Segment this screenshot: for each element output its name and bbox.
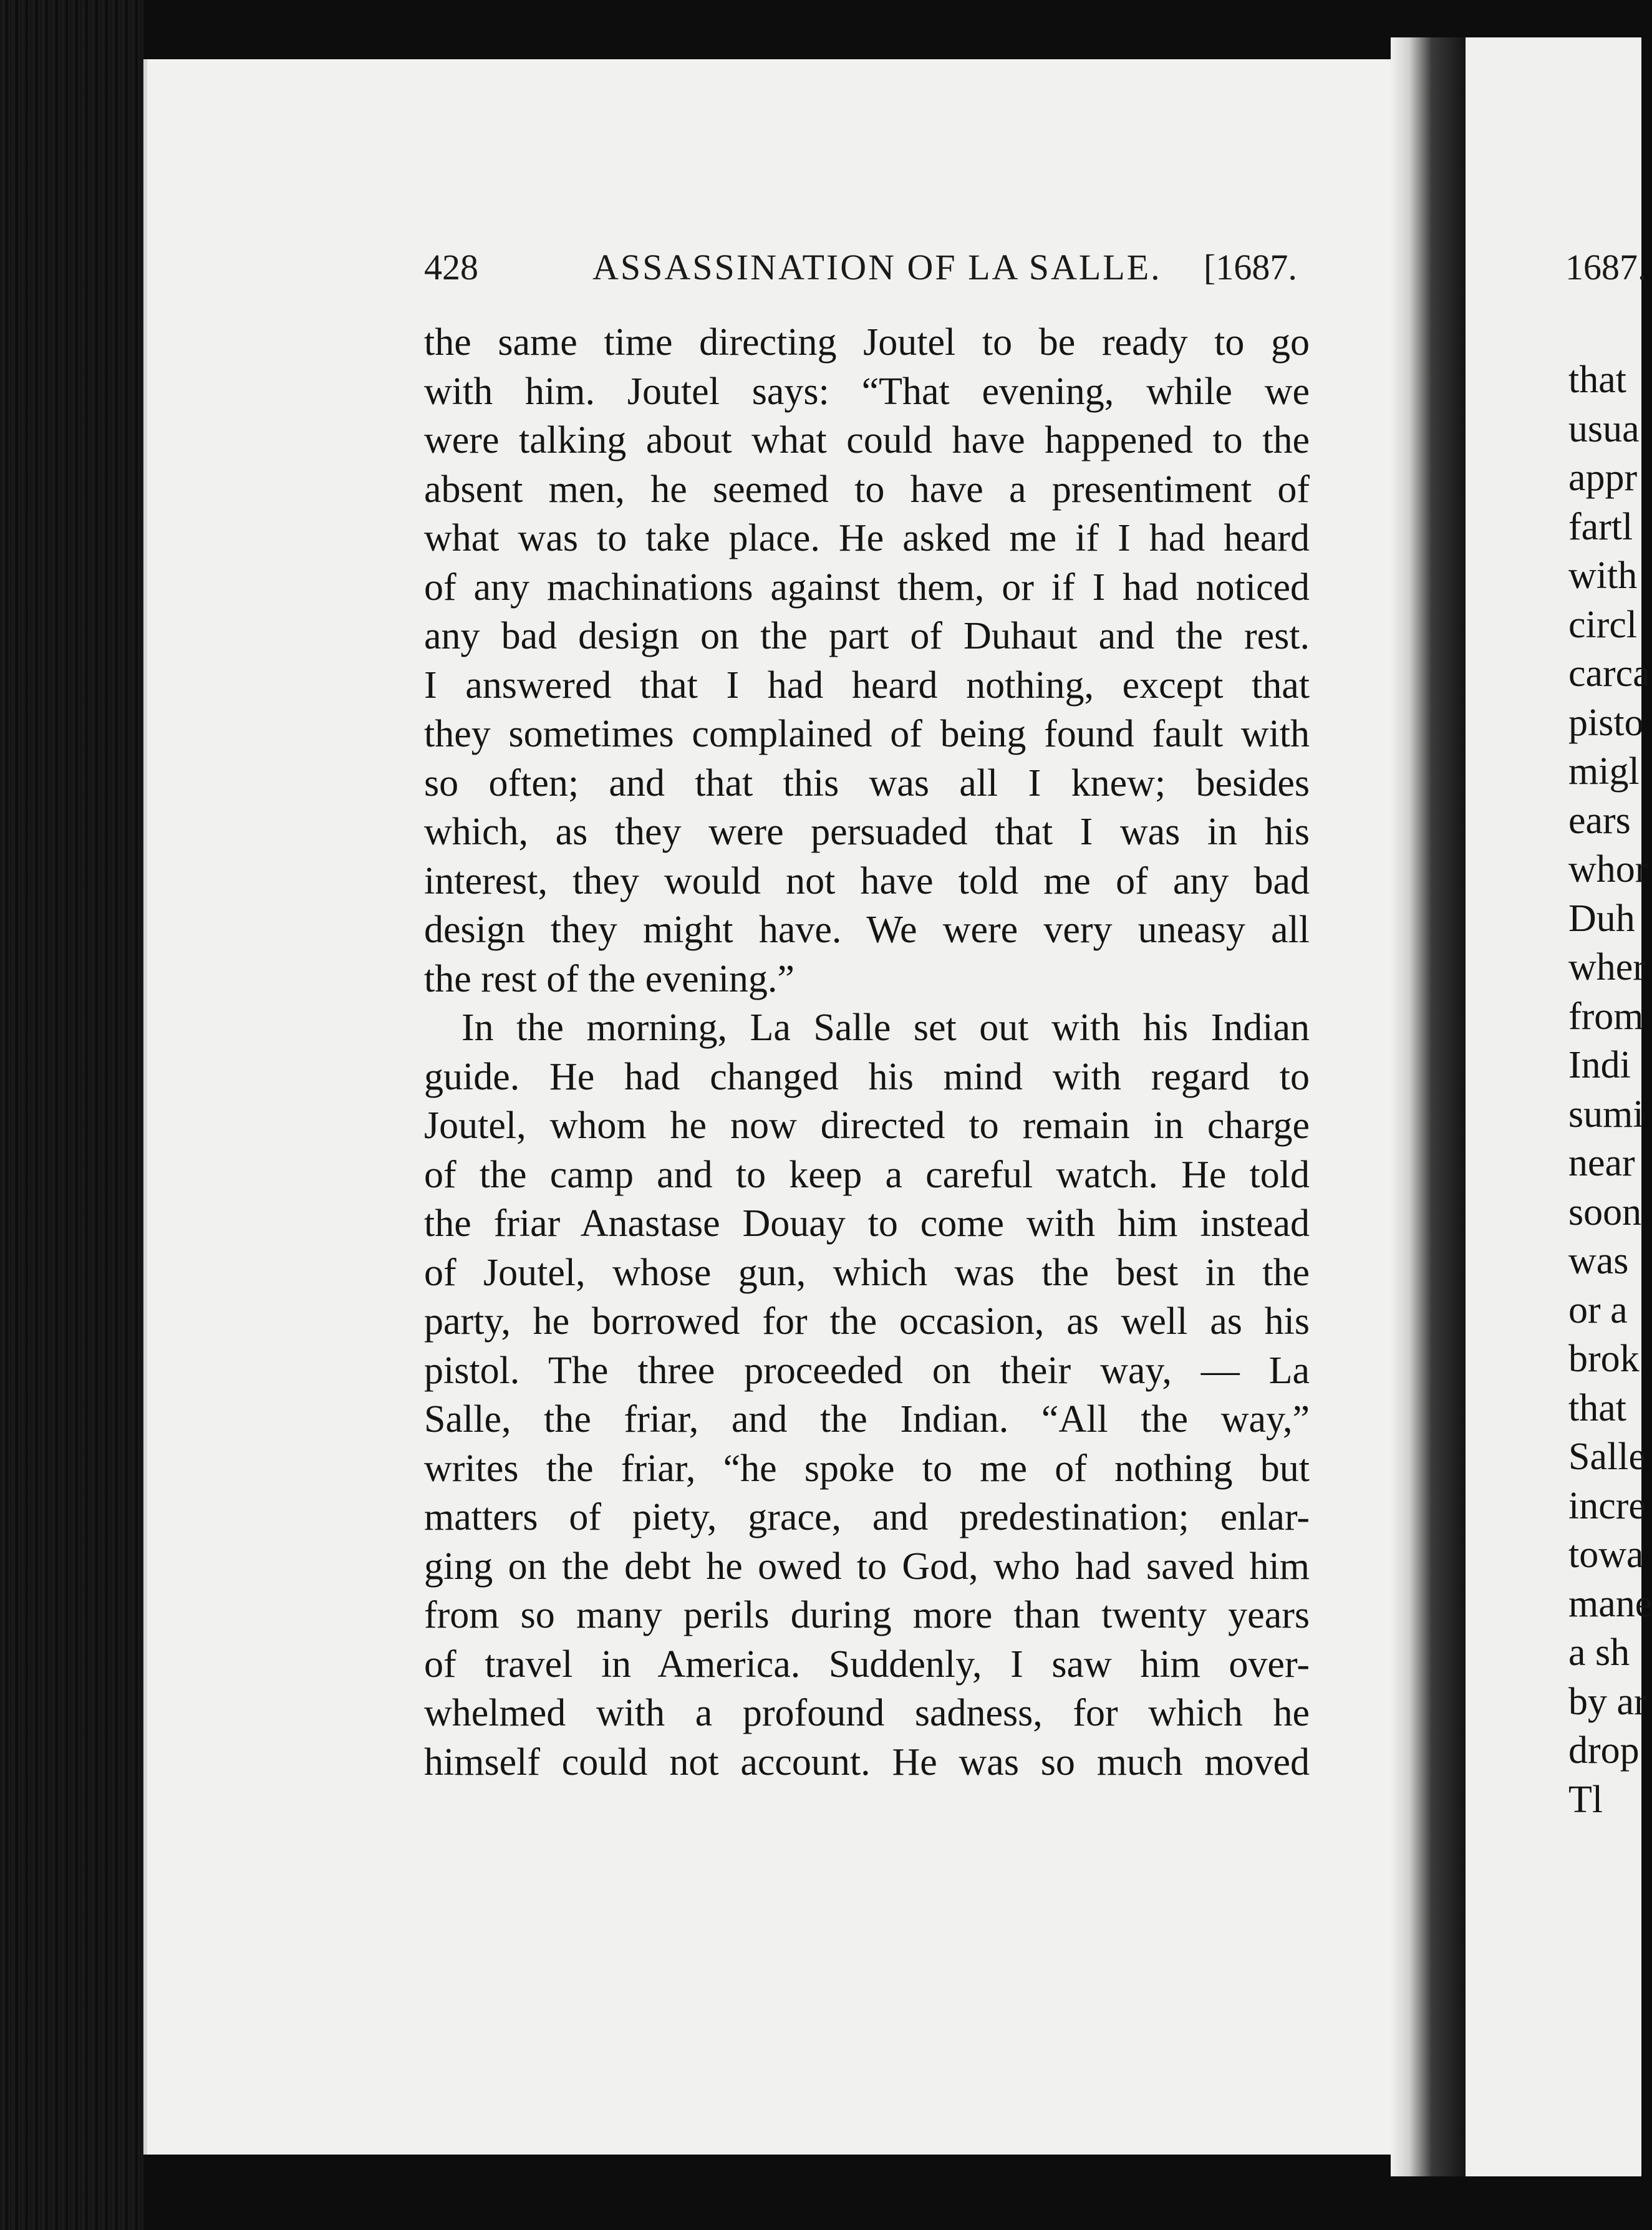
facing-line-fragment: Tl xyxy=(1568,1778,1603,1821)
facing-line-fragment: drop xyxy=(1568,1729,1640,1772)
text-line: pistol. The three proceeded on their way, — La xyxy=(424,1349,1310,1392)
text-line: of the camp and to keep a careful watch. He told xyxy=(424,1153,1310,1196)
facing-line-fragment: Indi xyxy=(1568,1044,1631,1086)
text-line: so often; and that this was all I knew; besides xyxy=(424,761,1310,804)
facing-page xyxy=(1466,37,1652,2176)
running-title: ASSASSINATION OF LA SALLE. xyxy=(592,247,1162,287)
facing-line-fragment: migl xyxy=(1568,750,1640,793)
page-number: 428 xyxy=(424,247,478,287)
text-line: which, as they were persuaded that I was in his xyxy=(424,811,1310,853)
text-line: whelmed with a profound sadness, for which he xyxy=(424,1692,1310,1734)
text-line: Salle, the friar, and the Indian. “All the way,” xyxy=(424,1398,1310,1441)
facing-line-fragment: Duh xyxy=(1568,897,1635,940)
facing-line-fragment: brok xyxy=(1568,1338,1640,1380)
facing-line-fragment: whor xyxy=(1568,848,1648,891)
facing-line-fragment: mane xyxy=(1568,1582,1652,1625)
facing-line-fragment: a sh xyxy=(1568,1631,1630,1674)
text-line: what was to take place. He asked me if I had heard xyxy=(424,517,1310,559)
facing-line-fragment: from xyxy=(1568,995,1644,1038)
facing-line-fragment: carca xyxy=(1568,652,1650,695)
book-edge-left xyxy=(0,0,143,2230)
text-line: the friar Anastase Douay to come with him instead xyxy=(424,1202,1310,1245)
text-line: matters of piety, grace, and predestination; enlar- xyxy=(424,1496,1310,1538)
facing-line-fragment: incre xyxy=(1568,1484,1646,1527)
text-line: the same time directing Joutel to be ready to go xyxy=(424,321,1310,364)
facing-line-fragment: sumi xyxy=(1568,1093,1644,1136)
text-line: himself could not account. He was so much moved xyxy=(424,1740,1310,1784)
text-line: ging on the debt he owed to God, who had saved him xyxy=(424,1545,1310,1588)
facing-line-fragment: with xyxy=(1568,554,1638,597)
page-body-text xyxy=(424,318,1310,1787)
facing-line-fragment: appr xyxy=(1568,456,1638,499)
page-header xyxy=(424,246,1310,302)
text-line: interest, they would not have told me of any bad xyxy=(424,859,1310,902)
facing-line-fragment: near xyxy=(1568,1142,1635,1184)
text-line: any bad design on the part of Duhaut and the rest. xyxy=(424,615,1310,657)
text-line: I answered that I had heard nothing, except that xyxy=(424,664,1310,707)
text-line: design they might have. We were very uneasy all xyxy=(424,909,1310,951)
facing-line-fragment: by ar xyxy=(1568,1680,1647,1723)
text-line: they sometimes complained of being found fault with xyxy=(424,713,1310,755)
text-line: of any machinations against them, or if I had noticed xyxy=(424,566,1310,609)
facing-line-fragment: fartl xyxy=(1568,505,1633,548)
facing-line-fragment: usua xyxy=(1568,407,1640,450)
text-line: Joutel, whom he now directed to remain in charge xyxy=(424,1104,1310,1147)
text-line: absent men, he seemed to have a presentiment of xyxy=(424,468,1310,511)
facing-line-fragment: that xyxy=(1568,1386,1626,1429)
text-line: of travel in America. Suddenly, I saw him over- xyxy=(424,1643,1310,1686)
text-line: of Joutel, whose gun, which was the best in the xyxy=(424,1251,1310,1294)
text-line: party, he borrowed for the occasion, as well as his xyxy=(424,1300,1310,1343)
book-gutter xyxy=(1391,37,1466,2176)
facing-line-fragment: towa xyxy=(1568,1533,1644,1576)
facing-page-year: 1687. xyxy=(1565,247,1647,287)
header-year: [1687. xyxy=(1204,247,1297,287)
facing-line-fragment: circl xyxy=(1568,603,1638,646)
text-line: the rest of the evening.” xyxy=(424,957,795,1000)
facing-page-text xyxy=(1568,355,1652,1824)
text-line: with him. Joutel says: “That evening, while we xyxy=(424,370,1310,413)
facing-line-fragment: pisto xyxy=(1568,701,1644,744)
facing-line-fragment: or a xyxy=(1568,1288,1628,1331)
facing-line-fragment: wher xyxy=(1568,946,1646,988)
facing-line-fragment: that xyxy=(1568,359,1626,401)
facing-line-fragment: soon xyxy=(1568,1190,1642,1233)
facing-line-fragment: Salle xyxy=(1568,1436,1646,1478)
text-line: guide. He had changed his mind with regard to xyxy=(424,1055,1310,1098)
text-line: were talking about what could have happened to the xyxy=(424,419,1310,461)
facing-line-fragment: was xyxy=(1568,1240,1629,1282)
facing-line-fragment: ears xyxy=(1568,799,1631,842)
text-line: from so many perils during more than twenty years xyxy=(424,1594,1310,1636)
paragraph-start-line: In the morning, La Salle set out with his Indian xyxy=(461,1006,1310,1049)
text-line: writes the friar, “he spoke to me of nothing but xyxy=(424,1447,1310,1490)
